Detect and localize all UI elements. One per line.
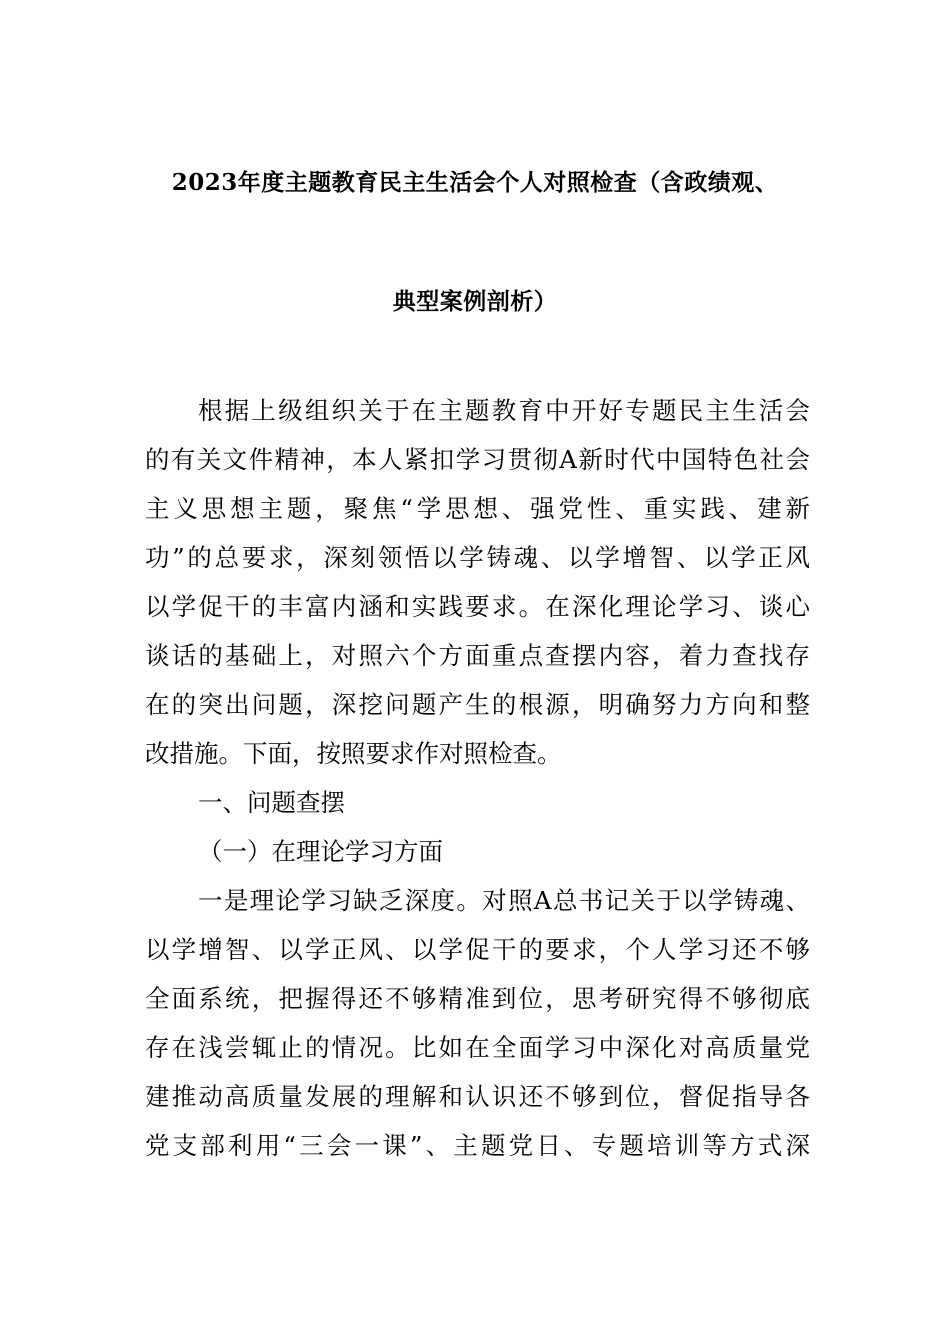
body-line-3: 主义思想主题，聚焦“学思想、强党性、重实践、建新	[145, 494, 810, 523]
body-line-4: 功”的总要求，深刻领悟以学铸魂、以学增智、以学正风	[145, 543, 810, 572]
subsection-heading: （一）在理论学习方面	[198, 837, 443, 866]
body-line-15: 建推动高质量发展的理解和认识还不够到位，督促指导各	[145, 1082, 810, 1111]
body-line-7: 在的突出问题，深挖问题产生的根源，明确努力方向和整	[145, 690, 810, 719]
body-line-2: 的有关文件精神，本人紧扣学习贯彻A新时代中国特色社会	[145, 445, 810, 474]
body-line-5: 以学促干的丰富内涵和实践要求。在深化理论学习、谈心	[145, 592, 810, 621]
document-title-line-2: 典型案例剖析）	[392, 288, 558, 315]
body-line-16: 党支部利用“三会一课”、主题党日、专题培训等方式深	[145, 1131, 810, 1160]
section-heading: 一、问题查摆	[198, 788, 345, 817]
body-line-11: 一是理论学习缺乏深度。对照A总书记关于以学铸魂、	[198, 886, 810, 915]
body-line-12: 以学增智、以学正风、以学促干的要求，个人学习还不够	[145, 935, 810, 964]
body-line-13: 全面系统，把握得还不够精准到位，思考研究得不够彻底	[145, 984, 810, 1013]
body-line-6: 谈话的基础上，对照六个方面重点查摆内容，着力查找存	[145, 641, 810, 670]
body-line-8: 改措施。下面，按照要求作对照检查。	[145, 739, 562, 768]
document-title-line-1: 2023年度主题教育民主生活会个人对照检查（含政绩观、	[171, 169, 779, 196]
document-body	[145, 386, 810, 1170]
body-line-14: 存在浅尝辄止的情况。比如在全面学习中深化对高质量党	[145, 1033, 810, 1062]
body-line-1: 根据上级组织关于在主题教育中开好专题民主生活会	[198, 396, 810, 425]
